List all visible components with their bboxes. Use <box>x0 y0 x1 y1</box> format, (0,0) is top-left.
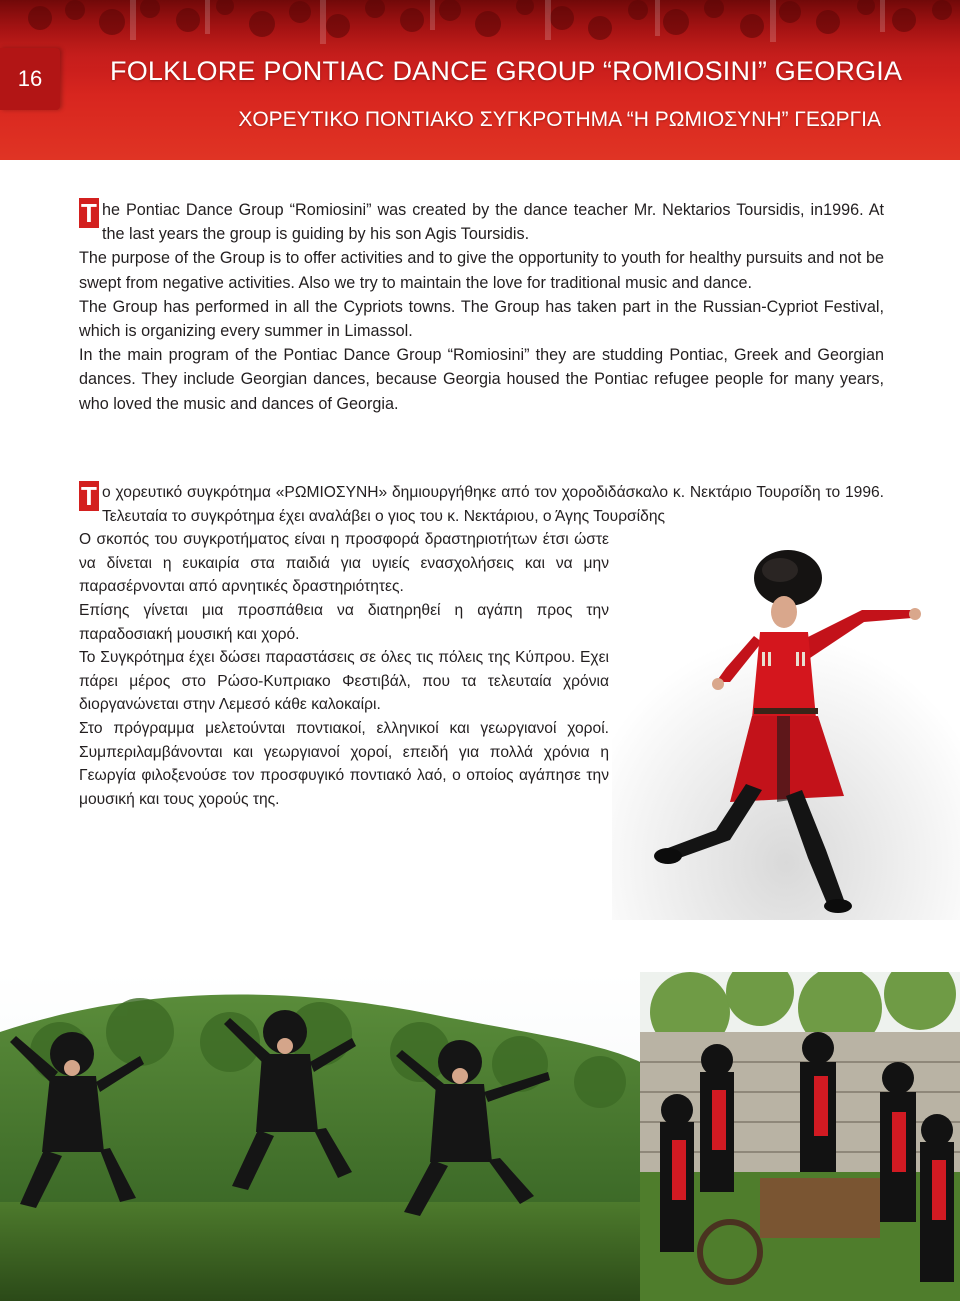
group-dance-illustration <box>0 972 960 1301</box>
greek-paragraph-1-text: ο χορευτικό συγκρότημα «ΡΩΜΙΟΣΥΝΗ» δημιουργήθηκε από τον χοροδιδάσκαλο κ. Νεκτάριο Τουρσίδη το 1996. Τελευταία το συγκρότημα έχει αναλάβει ο γιος του κ. Νεκτάριου, ο Άγης Τουρσίδης <box>102 484 884 525</box>
english-paragraph-1 <box>79 198 884 246</box>
greek-paragraph-3: Επίσης γίνεται μια προσπάθεια να διατηρηθεί η αγάπη προς την παραδοσιακή μουσική και χορό. <box>79 601 609 643</box>
group-dance-photo <box>0 972 960 1301</box>
page-number: 16 <box>0 48 60 110</box>
english-paragraph-4: In the main program of the Pontiac Dance Group “Romiosini” they are studding Pontiac, Greek and Georgian dances. They include Georgian dances, because Georgia housed the Pontiac refugee people for many years, who loved the music and dances of Georgia. <box>79 346 884 413</box>
greek-paragraph-1 <box>79 481 884 528</box>
english-paragraph-2: The purpose of the Group is to offer activities and to give the opportunity to youth for healthy pursuits and not be swept from negative activities. Also we try to maintain the love for traditional music and dance. <box>79 249 884 292</box>
english-body <box>79 198 884 416</box>
greek-paragraph-4: Το Συγκρότημα έχει δώσει παραστάσεις σε όλες τις πόλεις της Κύπρου. Εχει πάρει μέρος στο Ρώσο-Κυπριακο Φεστιβάλ, που τα τελευταία χρόνια διοργανώνεται στην Λεμεσό κάθε καλοκαίρι. <box>79 649 609 714</box>
greek-paragraph-5: Στο πρόγραμμα μελετούνται ποντιακοί, ελληνικοί και γεωργιανοί χοροί. Συμπεριλαμβάνονται και γεωργιανοί χοροί, επειδή για πολλά χρόνια η Γεωργία φιλοξενούσε τον προσφυγικό ποντιακό λαό, ο οποίος αγάπησε την μουσική και τους χορούς της. <box>79 719 609 808</box>
greek-dropcap: Τ <box>79 481 99 511</box>
english-paragraph-1-text: he Pontiac Dance Group “Romiosini” was created by the dance teacher Mr. Nektarios Toursidis, in1996. At the last years the group is guiding by his son Agis Toursidis. <box>102 201 884 244</box>
header-banner <box>0 0 960 160</box>
english-paragraph-3: The Group has performed in all the Cypriots towns. The Group has taken part in the Russian-Cypriot Festival, which is organizing every summer in Limassol. <box>79 297 884 341</box>
page-title-greek: ΧΟΡΕΥΤΙΚΟ ΠΟΝΤΙΑΚΟ ΣΥΓΚΡΟΤΗΜΑ “Η ΡΩΜΙΟΣΥΝΗ” ΓΕΩΡΓΙΑ <box>238 108 881 131</box>
greek-paragraph-2: Ο σκοπός του συγκροτήματος είναι η προσφορά δραστηριοτήτων έτσι ώστε να δίνεται η ευκαιρία στα παιδιά για υγιείς ενασχολήσεις και να μην παρασέρνονται από αρνητικές δραστηριότητες. <box>79 531 609 596</box>
english-dropcap: T <box>79 198 99 228</box>
page-title-english: FOLKLORE PONTIAC DANCE GROUP “ROMIOSINI” GEORGIA <box>110 56 903 86</box>
dancer-photo <box>612 540 960 920</box>
dancer-illustration <box>612 540 960 920</box>
